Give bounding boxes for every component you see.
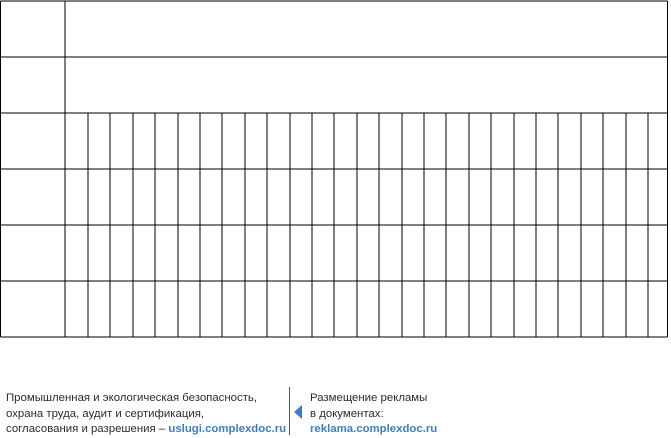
footer-divider [289, 387, 290, 435]
footer-services-line-3-text: согласования и разрешения – [6, 423, 169, 435]
footer-services-text [6, 391, 286, 438]
footer [0, 391, 671, 438]
reklama-link[interactable]: reklama.complexdoc.ru [310, 423, 438, 435]
footer-advertising-line-1: Размещение рекламы [310, 392, 428, 404]
footer-advertising-text [310, 391, 437, 438]
uslugi-link[interactable]: uslugi.complexdoc.ru [168, 423, 287, 435]
footer-advertising-line-2: в документах: [310, 407, 384, 420]
left-arrow-icon [294, 405, 302, 419]
footer-services-line-2: охрана труда, аудит и сертификация, [6, 407, 205, 420]
footer-services-line-1: Промышленная и экологическая безопасность, [6, 392, 258, 404]
footer-services-line-3 [6, 422, 286, 438]
